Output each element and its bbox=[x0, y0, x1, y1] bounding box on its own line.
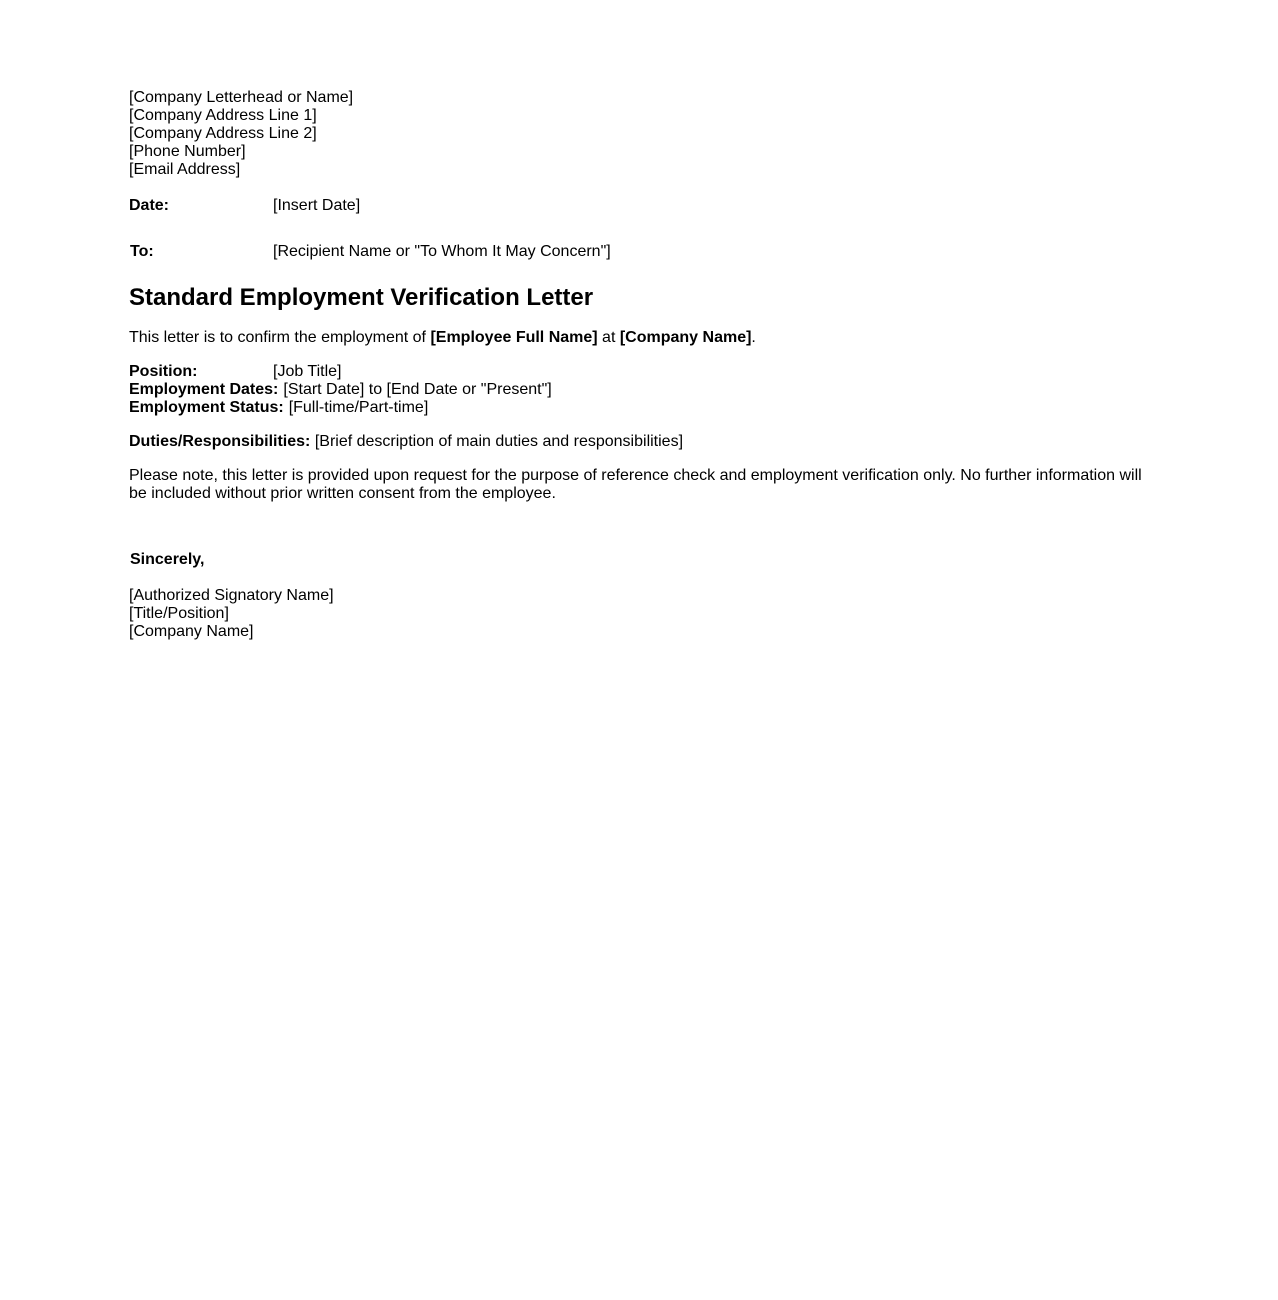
intro-company-name: [Company Name] bbox=[619, 329, 752, 346]
closing: Sincerely, bbox=[130, 551, 205, 568]
company-phone: [Phone Number] bbox=[129, 143, 246, 160]
duties-value: [Brief description of main duties and responsibilities] bbox=[314, 433, 684, 450]
company-name: [Company Letterhead or Name] bbox=[129, 89, 354, 106]
company-email: [Email Address] bbox=[129, 161, 241, 178]
letter-body bbox=[129, 89, 1149, 641]
date-label: Date: bbox=[129, 197, 170, 214]
company-address-line-1: [Company Address Line 1] bbox=[129, 107, 317, 124]
recipient-label: To: bbox=[130, 243, 154, 260]
signatory-company: [Company Name] bbox=[129, 623, 254, 640]
company-address-line-2: [Company Address Line 2] bbox=[129, 125, 317, 142]
company-header bbox=[129, 89, 1149, 179]
recipient-row bbox=[129, 243, 1149, 261]
intro-suffix: . bbox=[751, 329, 756, 346]
note-paragraph: Please note, this letter is provided upon request for the purpose of reference check and employment verification only. No further information will be included without prior written consent from the employee. bbox=[129, 467, 1142, 502]
intro-middle: at bbox=[597, 329, 620, 346]
date-value: [Insert Date] bbox=[273, 197, 361, 214]
employee-name: [Employee Full Name] bbox=[430, 329, 598, 346]
duties-label: Duties/Responsibilities: bbox=[129, 433, 311, 450]
signatory-title: [Title/Position] bbox=[129, 605, 229, 622]
signatory-name: [Authorized Signatory Name] bbox=[129, 587, 334, 604]
intro-paragraph bbox=[129, 329, 1149, 347]
position-row bbox=[129, 363, 1149, 381]
employment-dates-value: [Start Date] to [End Date or "Present"] bbox=[283, 381, 552, 398]
duties-paragraph bbox=[129, 433, 1149, 451]
position-label: Position: bbox=[129, 363, 198, 380]
date-row bbox=[129, 197, 1149, 215]
recipient-value: [Recipient Name or "To Whom It May Concern"] bbox=[273, 243, 611, 260]
intro-prefix: This letter is to confirm the employment of bbox=[129, 329, 431, 346]
position-value: [Job Title] bbox=[273, 363, 342, 380]
employment-status-label: Employment Status: bbox=[129, 399, 284, 416]
employment-status-row bbox=[129, 399, 1149, 417]
employment-dates-row bbox=[129, 381, 1149, 399]
employment-status-value: [Full-time/Part-time] bbox=[288, 399, 429, 416]
letter-title: Standard Employment Verification Letter bbox=[129, 284, 594, 311]
signature-block bbox=[129, 587, 1149, 641]
employment-dates-label: Employment Dates: bbox=[129, 381, 279, 398]
employment-details bbox=[129, 363, 1149, 417]
